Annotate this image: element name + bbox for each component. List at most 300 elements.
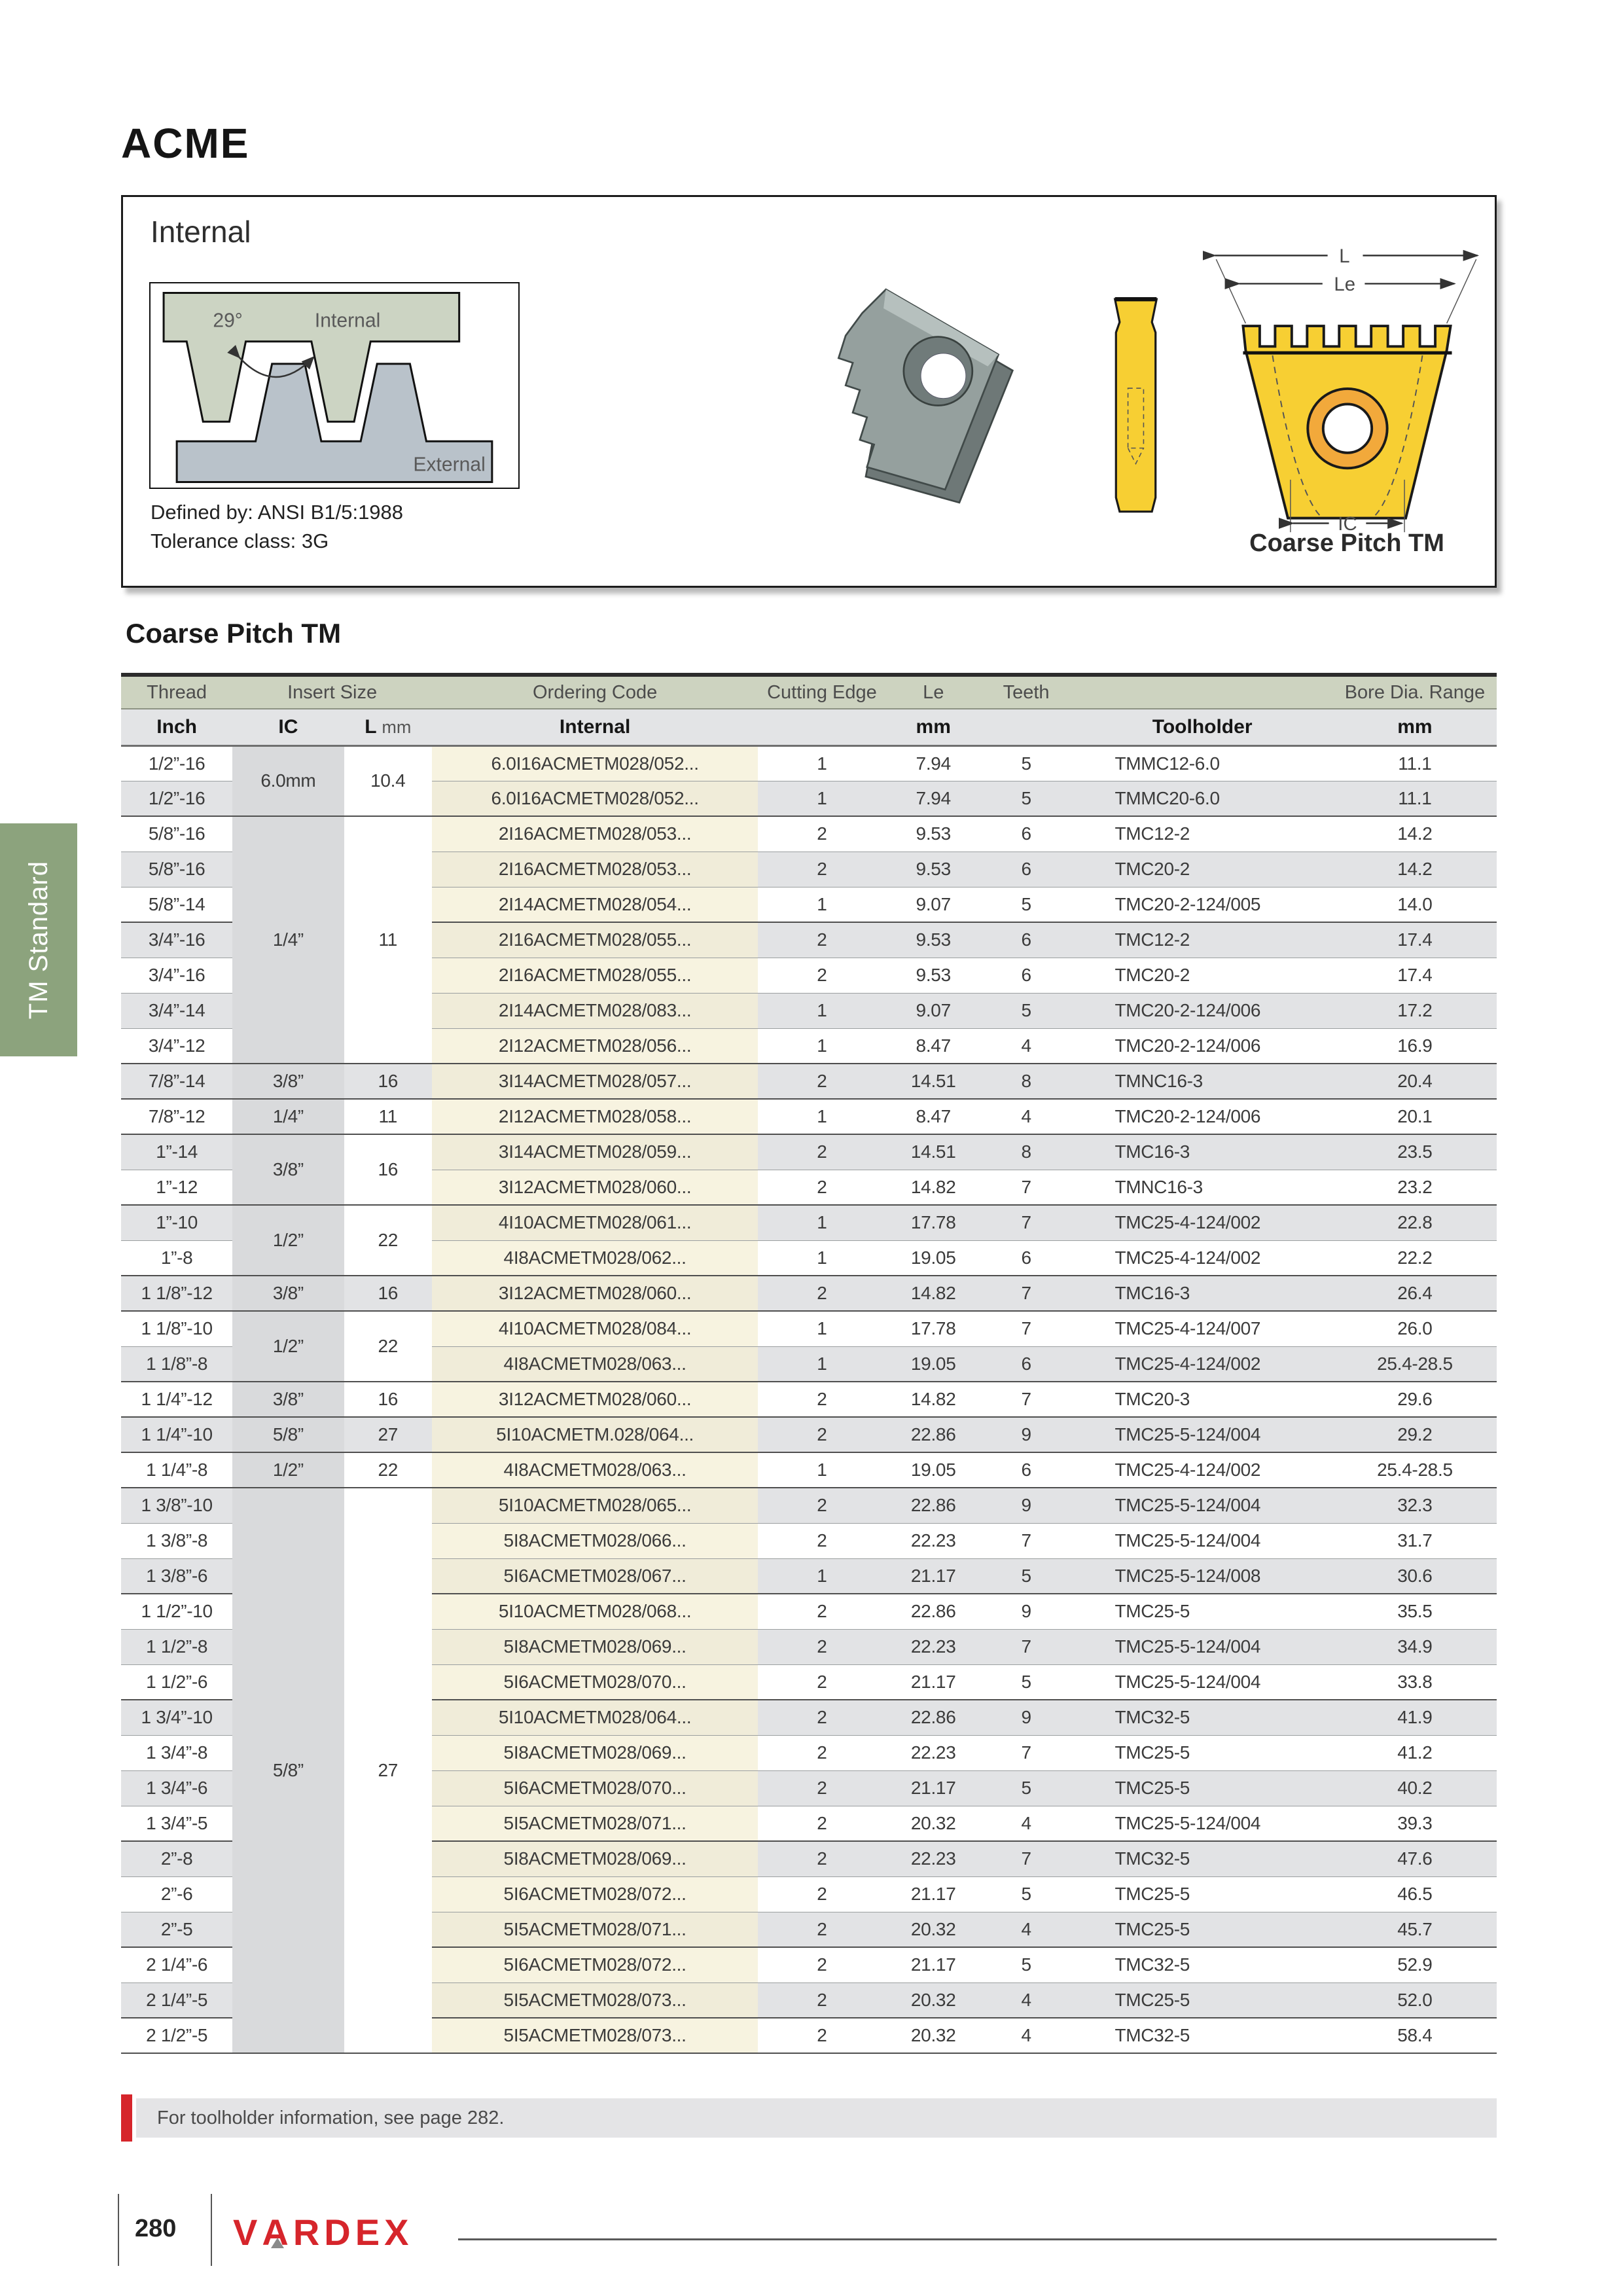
header-blank-3 bbox=[981, 709, 1072, 745]
teeth-cell: 7 bbox=[981, 1735, 1072, 1770]
teeth-cell: 5 bbox=[981, 781, 1072, 816]
cutting-edge-cell: 2 bbox=[758, 1806, 885, 1841]
thread-cell: 1 1/4”-8 bbox=[121, 1452, 232, 1488]
header-bore-range: Bore Dia. Range bbox=[1333, 675, 1497, 709]
ic-cell: 6.0mm bbox=[232, 745, 344, 816]
toolholder-cell: TMC20-2-124/006 bbox=[1071, 1028, 1332, 1064]
brand-logo-letter: V bbox=[233, 2212, 262, 2253]
dim-label-l: L bbox=[1339, 245, 1350, 268]
l-cell: 22 bbox=[344, 1452, 433, 1488]
cutting-edge-cell: 2 bbox=[758, 1629, 885, 1664]
ic-cell: 1/2” bbox=[232, 1205, 344, 1276]
ic-cell: 1/2” bbox=[232, 1311, 344, 1382]
le-cell: 22.23 bbox=[886, 1523, 981, 1558]
toolholder-cell: TMC20-2-124/006 bbox=[1071, 993, 1332, 1028]
bore-cell: 14.0 bbox=[1333, 887, 1497, 922]
teeth-cell: 6 bbox=[981, 1240, 1072, 1276]
thread-cell: 2 1/4”-5 bbox=[121, 1982, 232, 2018]
cutting-edge-cell: 2 bbox=[758, 816, 885, 852]
le-cell: 14.51 bbox=[886, 1064, 981, 1099]
thread-cell: 2”-5 bbox=[121, 1912, 232, 1947]
dim-label-le: Le bbox=[1334, 274, 1356, 296]
ordering-code-cell: 2I16ACMETM028/055... bbox=[432, 958, 758, 993]
toolholder-cell: TMC25-5-124/004 bbox=[1071, 1488, 1332, 1523]
table-row bbox=[121, 1205, 1497, 1240]
coarse-pitch-caption: Coarse Pitch TM bbox=[1249, 529, 1444, 557]
toolholder-cell: TMC20-3 bbox=[1071, 1382, 1332, 1417]
thread-cell: 3/4”-14 bbox=[121, 993, 232, 1028]
l-cell: 16 bbox=[344, 1382, 433, 1417]
le-cell: 20.32 bbox=[886, 1912, 981, 1947]
thread-cell: 1 3/8”-10 bbox=[121, 1488, 232, 1523]
brand-logo-letter: X bbox=[384, 2212, 414, 2253]
teeth-cell: 9 bbox=[981, 1594, 1072, 1629]
cutting-edge-cell: 1 bbox=[758, 887, 885, 922]
insert-side-body bbox=[1115, 299, 1157, 512]
cutting-edge-cell: 2 bbox=[758, 922, 885, 958]
thread-cell: 1”-8 bbox=[121, 1240, 232, 1276]
page-number: 280 bbox=[135, 2215, 177, 2242]
bore-cell: 11.1 bbox=[1333, 781, 1497, 816]
thread-profile-diagram bbox=[149, 282, 520, 489]
toolholder-cell: TMC25-4-124/002 bbox=[1071, 1452, 1332, 1488]
ordering-code-cell: 3I12ACMETM028/060... bbox=[432, 1382, 758, 1417]
thread-cell: 1”-14 bbox=[121, 1134, 232, 1170]
cutting-edge-cell: 2 bbox=[758, 1947, 885, 1982]
bore-cell: 52.9 bbox=[1333, 1947, 1497, 1982]
teeth-cell: 9 bbox=[981, 1417, 1072, 1452]
thread-cell: 1 3/8”-6 bbox=[121, 1558, 232, 1594]
bore-cell: 26.4 bbox=[1333, 1276, 1497, 1311]
bore-cell: 17.4 bbox=[1333, 958, 1497, 993]
le-cell: 21.17 bbox=[886, 1770, 981, 1806]
cutting-edge-cell: 2 bbox=[758, 1912, 885, 1947]
toolholder-cell: TMC12-2 bbox=[1071, 816, 1332, 852]
l-cell: 22 bbox=[344, 1205, 433, 1276]
thread-cell: 3/4”-12 bbox=[121, 1028, 232, 1064]
bore-cell: 14.2 bbox=[1333, 852, 1497, 887]
ic-cell: 5/8” bbox=[232, 1417, 344, 1452]
header-toolholder: Toolholder bbox=[1071, 709, 1332, 745]
teeth-cell: 4 bbox=[981, 1028, 1072, 1064]
cutting-edge-cell: 2 bbox=[758, 1876, 885, 1912]
teeth-cell: 5 bbox=[981, 1664, 1072, 1700]
teeth-cell: 9 bbox=[981, 1700, 1072, 1735]
bore-cell: 33.8 bbox=[1333, 1664, 1497, 1700]
l-cell: 27 bbox=[344, 1488, 433, 2053]
ordering-code-cell: 4I8ACMETM028/063... bbox=[432, 1452, 758, 1488]
toolholder-cell: TMC25-5-124/004 bbox=[1071, 1417, 1332, 1452]
insert-front-view bbox=[1203, 236, 1491, 537]
teeth-cell: 4 bbox=[981, 2018, 1072, 2053]
toolholder-cell: TMC25-5 bbox=[1071, 1594, 1332, 1629]
thread-cell: 1 3/4”-10 bbox=[121, 1700, 232, 1735]
bore-cell: 58.4 bbox=[1333, 2018, 1497, 2053]
thread-cell: 1”-12 bbox=[121, 1170, 232, 1205]
cutting-edge-cell: 1 bbox=[758, 1346, 885, 1382]
bore-cell: 35.5 bbox=[1333, 1594, 1497, 1629]
le-cell: 9.53 bbox=[886, 852, 981, 887]
le-cell: 14.82 bbox=[886, 1382, 981, 1417]
toolholder-note-bar bbox=[136, 2098, 1497, 2138]
cutting-edge-cell: 2 bbox=[758, 1700, 885, 1735]
thread-cell: 5/8”-16 bbox=[121, 852, 232, 887]
ordering-code-cell: 3I14ACMETM028/059... bbox=[432, 1134, 758, 1170]
brand-logo-text bbox=[233, 2211, 413, 2253]
header-ic: IC bbox=[232, 709, 344, 745]
bore-cell: 26.0 bbox=[1333, 1311, 1497, 1346]
le-cell: 22.23 bbox=[886, 1841, 981, 1876]
le-cell: 22.86 bbox=[886, 1488, 981, 1523]
ordering-code-cell: 5I8ACMETM028/066... bbox=[432, 1523, 758, 1558]
table-row bbox=[121, 816, 1497, 852]
toolholder-cell: TMC32-5 bbox=[1071, 1947, 1332, 1982]
cutting-edge-cell: 2 bbox=[758, 852, 885, 887]
thread-cell: 5/8”-16 bbox=[121, 816, 232, 852]
teeth-cell: 5 bbox=[981, 1558, 1072, 1594]
teeth-cell: 7 bbox=[981, 1311, 1072, 1346]
thread-cell: 5/8”-14 bbox=[121, 887, 232, 922]
ic-cell: 1/4” bbox=[232, 1099, 344, 1134]
cutting-edge-cell: 1 bbox=[758, 1205, 885, 1240]
teeth-cell: 5 bbox=[981, 1876, 1072, 1912]
toolholder-cell: TMC25-5 bbox=[1071, 1735, 1332, 1770]
toolholder-cell: TMMC12-6.0 bbox=[1071, 745, 1332, 781]
ordering-code-cell: 5I10ACMETM028/068... bbox=[432, 1594, 758, 1629]
header-thread: Thread bbox=[121, 675, 232, 709]
cutting-edge-cell: 2 bbox=[758, 1064, 885, 1099]
thread-cell: 1 1/8”-12 bbox=[121, 1276, 232, 1311]
cutting-edge-cell: 2 bbox=[758, 2018, 885, 2053]
le-cell: 9.07 bbox=[886, 887, 981, 922]
insert-side-view bbox=[1092, 292, 1180, 521]
bore-cell: 45.7 bbox=[1333, 1912, 1497, 1947]
thread-cell: 1 3/4”-8 bbox=[121, 1735, 232, 1770]
toolholder-cell: TMC25-5 bbox=[1071, 1770, 1332, 1806]
cutting-edge-cell: 2 bbox=[758, 1735, 885, 1770]
l-cell: 22 bbox=[344, 1311, 433, 1382]
header-bore-unit: mm bbox=[1333, 709, 1497, 745]
ordering-code-cell: 6.0I16ACMETM028/052... bbox=[432, 745, 758, 781]
thread-cell: 1 1/2”-10 bbox=[121, 1594, 232, 1629]
teeth-cell: 4 bbox=[981, 1912, 1072, 1947]
ordering-code-cell: 5I6ACMETM028/072... bbox=[432, 1947, 758, 1982]
toolholder-cell: TMC25-5-124/004 bbox=[1071, 1629, 1332, 1664]
table-row bbox=[121, 1452, 1497, 1488]
teeth-cell: 4 bbox=[981, 1806, 1072, 1841]
thread-cell: 1/2”-16 bbox=[121, 745, 232, 781]
teeth-cell: 7 bbox=[981, 1170, 1072, 1205]
bore-cell: 29.2 bbox=[1333, 1417, 1497, 1452]
thread-cell: 1 3/4”-5 bbox=[121, 1806, 232, 1841]
le-cell: 20.32 bbox=[886, 1806, 981, 1841]
teeth-cell: 5 bbox=[981, 745, 1072, 781]
cutting-edge-cell: 2 bbox=[758, 1982, 885, 2018]
le-cell: 21.17 bbox=[886, 1664, 981, 1700]
le-cell: 17.78 bbox=[886, 1311, 981, 1346]
teeth-cell: 7 bbox=[981, 1841, 1072, 1876]
toolholder-cell: TMC25-4-124/007 bbox=[1071, 1311, 1332, 1346]
teeth-cell: 6 bbox=[981, 958, 1072, 993]
toolholder-cell: TMC20-2-124/006 bbox=[1071, 1099, 1332, 1134]
le-cell: 8.47 bbox=[886, 1028, 981, 1064]
thread-cell: 1”-10 bbox=[121, 1205, 232, 1240]
header-ordering-code: Ordering Code bbox=[432, 675, 758, 709]
header-le: Le bbox=[886, 675, 981, 709]
ic-cell: 3/8” bbox=[232, 1276, 344, 1311]
header-le-unit: mm bbox=[886, 709, 981, 745]
teeth-cell: 4 bbox=[981, 1099, 1072, 1134]
teeth-cell: 8 bbox=[981, 1134, 1072, 1170]
bore-cell: 31.7 bbox=[1333, 1523, 1497, 1558]
le-cell: 9.53 bbox=[886, 922, 981, 958]
teeth-cell: 7 bbox=[981, 1382, 1072, 1417]
toolholder-cell: TMC32-5 bbox=[1071, 1700, 1332, 1735]
bore-cell: 20.1 bbox=[1333, 1099, 1497, 1134]
defined-by-text: Defined by: ANSI B1/5:1988 bbox=[151, 501, 404, 524]
ordering-code-cell: 4I10ACMETM028/084... bbox=[432, 1311, 758, 1346]
thread-cell: 3/4”-16 bbox=[121, 922, 232, 958]
header-row-2 bbox=[121, 709, 1497, 745]
toolholder-cell: TMC25-5 bbox=[1071, 1912, 1332, 1947]
cutting-edge-cell: 1 bbox=[758, 1240, 885, 1276]
le-cell: 20.32 bbox=[886, 1982, 981, 2018]
teeth-cell: 6 bbox=[981, 816, 1072, 852]
external-label: External bbox=[413, 454, 486, 476]
cutting-edge-cell: 1 bbox=[758, 1099, 885, 1134]
cutting-edge-cell: 2 bbox=[758, 1134, 885, 1170]
cutting-edge-cell: 2 bbox=[758, 1594, 885, 1629]
page-title: ACME bbox=[121, 120, 250, 167]
table-row bbox=[121, 1311, 1497, 1346]
thread-cell: 1 1/2”-8 bbox=[121, 1629, 232, 1664]
bore-cell: 47.6 bbox=[1333, 1841, 1497, 1876]
bore-cell: 46.5 bbox=[1333, 1876, 1497, 1912]
thread-cell: 3/4”-16 bbox=[121, 958, 232, 993]
toolholder-cell: TMC32-5 bbox=[1071, 1841, 1332, 1876]
le-cell: 21.17 bbox=[886, 1876, 981, 1912]
insert-table-body bbox=[121, 745, 1497, 2053]
teeth-cell: 6 bbox=[981, 1346, 1072, 1382]
ordering-code-cell: 5I10ACMETM028/065... bbox=[432, 1488, 758, 1523]
table-row bbox=[121, 1064, 1497, 1099]
teeth-cell: 6 bbox=[981, 922, 1072, 958]
thread-cell: 1 3/4”-6 bbox=[121, 1770, 232, 1806]
header-l: L bbox=[365, 715, 376, 738]
footer-rule-left bbox=[118, 2194, 119, 2266]
ordering-code-cell: 6.0I16ACMETM028/052... bbox=[432, 781, 758, 816]
thread-cell: 7/8”-12 bbox=[121, 1099, 232, 1134]
l-cell: 11 bbox=[344, 816, 433, 1064]
footer-rule-mid bbox=[211, 2194, 212, 2266]
ordering-code-cell: 3I12ACMETM028/060... bbox=[432, 1276, 758, 1311]
ic-cell: 1/4” bbox=[232, 816, 344, 1064]
teeth-cell: 5 bbox=[981, 1947, 1072, 1982]
toolholder-cell: TMNC16-3 bbox=[1071, 1170, 1332, 1205]
toolholder-cell: TMC25-5-124/004 bbox=[1071, 1806, 1332, 1841]
thread-cell: 2”-8 bbox=[121, 1841, 232, 1876]
thread-cell: 1 1/8”-8 bbox=[121, 1346, 232, 1382]
header-teeth: Teeth bbox=[981, 675, 1072, 709]
le-cell: 22.86 bbox=[886, 1417, 981, 1452]
thread-cell: 2 1/4”-6 bbox=[121, 1947, 232, 1982]
table-row bbox=[121, 1276, 1497, 1311]
le-cell: 22.86 bbox=[886, 1700, 981, 1735]
cutting-edge-cell: 1 bbox=[758, 1311, 885, 1346]
cutting-edge-cell: 1 bbox=[758, 993, 885, 1028]
le-cell: 14.82 bbox=[886, 1276, 981, 1311]
thread-cell: 2 1/2”-5 bbox=[121, 2018, 232, 2053]
cutting-edge-cell: 2 bbox=[758, 1664, 885, 1700]
brand-logo-letter: E bbox=[355, 2212, 385, 2253]
l-cell: 27 bbox=[344, 1417, 433, 1452]
cutting-edge-cell: 2 bbox=[758, 958, 885, 993]
le-cell: 9.53 bbox=[886, 958, 981, 993]
ordering-code-cell: 2I16ACMETM028/055... bbox=[432, 922, 758, 958]
thread-cell: 1 1/4”-10 bbox=[121, 1417, 232, 1452]
internal-info-box bbox=[121, 195, 1497, 588]
bore-cell: 40.2 bbox=[1333, 1770, 1497, 1806]
thread-cell: 1 1/8”-10 bbox=[121, 1311, 232, 1346]
tolerance-text: Tolerance class: 3G bbox=[151, 529, 329, 552]
ordering-code-cell: 2I14ACMETM028/083... bbox=[432, 993, 758, 1028]
bore-cell: 22.2 bbox=[1333, 1240, 1497, 1276]
l-cell: 16 bbox=[344, 1134, 433, 1205]
ordering-code-cell: 5I8ACMETM028/069... bbox=[432, 1629, 758, 1664]
cutting-edge-cell: 1 bbox=[758, 1028, 885, 1064]
cutting-edge-cell: 2 bbox=[758, 1276, 885, 1311]
ordering-code-cell: 2I16ACMETM028/053... bbox=[432, 852, 758, 887]
l-cell: 11 bbox=[344, 1099, 433, 1134]
ordering-code-cell: 5I8ACMETM028/069... bbox=[432, 1735, 758, 1770]
bore-cell: 25.4-28.5 bbox=[1333, 1452, 1497, 1488]
bore-cell: 17.4 bbox=[1333, 922, 1497, 958]
bore-cell: 32.3 bbox=[1333, 1488, 1497, 1523]
cutting-edge-cell: 1 bbox=[758, 781, 885, 816]
teeth-cell: 8 bbox=[981, 1064, 1072, 1099]
teeth-cell: 6 bbox=[981, 1452, 1072, 1488]
header-row-1 bbox=[121, 675, 1497, 709]
ordering-code-cell: 4I8ACMETM028/063... bbox=[432, 1346, 758, 1382]
toolholder-cell: TMNC16-3 bbox=[1071, 1064, 1332, 1099]
ordering-code-cell: 4I8ACMETM028/062... bbox=[432, 1240, 758, 1276]
dim-label-ic: IC bbox=[1338, 513, 1357, 535]
toolholder-cell: TMC25-5 bbox=[1071, 1982, 1332, 2018]
internal-heading: Internal bbox=[151, 215, 251, 249]
brand-logo-letter: R bbox=[293, 2212, 325, 2253]
bore-cell: 39.3 bbox=[1333, 1806, 1497, 1841]
ordering-code-cell: 5I6ACMETM028/072... bbox=[432, 1876, 758, 1912]
ordering-code-cell: 5I10ACMETM028/064... bbox=[432, 1700, 758, 1735]
toolholder-cell: TMC16-3 bbox=[1071, 1276, 1332, 1311]
le-cell: 20.32 bbox=[886, 2018, 981, 2053]
bore-cell: 30.6 bbox=[1333, 1558, 1497, 1594]
header-blank-1 bbox=[1071, 675, 1332, 709]
bore-cell: 14.2 bbox=[1333, 816, 1497, 852]
sidebar-tab-label: TM Standard bbox=[24, 860, 53, 1020]
le-cell: 17.78 bbox=[886, 1205, 981, 1240]
table-row bbox=[121, 1099, 1497, 1134]
ic-cell: 3/8” bbox=[232, 1134, 344, 1205]
le-cell: 19.05 bbox=[886, 1452, 981, 1488]
table-row bbox=[121, 745, 1497, 781]
le-cell: 7.94 bbox=[886, 745, 981, 781]
ordering-code-cell: 5I10ACMETM.028/064... bbox=[432, 1417, 758, 1452]
ordering-code-cell: 5I8ACMETM028/069... bbox=[432, 1841, 758, 1876]
ordering-code-cell: 5I5ACMETM028/071... bbox=[432, 1806, 758, 1841]
thread-cell: 1/2”-16 bbox=[121, 781, 232, 816]
header-insert-size: Insert Size bbox=[232, 675, 432, 709]
toolholder-cell: TMC25-4-124/002 bbox=[1071, 1240, 1332, 1276]
ordering-code-cell: 4I10ACMETM028/061... bbox=[432, 1205, 758, 1240]
note-accent-bar bbox=[121, 2094, 132, 2142]
le-cell: 9.53 bbox=[886, 816, 981, 852]
cutting-edge-cell: 2 bbox=[758, 1841, 885, 1876]
teeth-cell: 7 bbox=[981, 1276, 1072, 1311]
thread-profile-svg bbox=[151, 283, 518, 488]
teeth-cell: 9 bbox=[981, 1488, 1072, 1523]
ordering-code-cell: 2I12ACMETM028/058... bbox=[432, 1099, 758, 1134]
ic-cell: 3/8” bbox=[232, 1382, 344, 1417]
internal-label: Internal bbox=[314, 310, 381, 332]
teeth-cell: 7 bbox=[981, 1205, 1072, 1240]
table-row bbox=[121, 1134, 1497, 1170]
header-l-mm bbox=[344, 709, 433, 745]
bore-cell: 25.4-28.5 bbox=[1333, 1346, 1497, 1382]
bore-cell: 22.8 bbox=[1333, 1205, 1497, 1240]
brand-logo-letter: A bbox=[262, 2212, 293, 2253]
toolholder-cell: TMC20-2 bbox=[1071, 958, 1332, 993]
bore-cell: 41.9 bbox=[1333, 1700, 1497, 1735]
ic-cell: 1/2” bbox=[232, 1452, 344, 1488]
ordering-code-cell: 5I6ACMETM028/067... bbox=[432, 1558, 758, 1594]
le-cell: 22.86 bbox=[886, 1594, 981, 1629]
table-row bbox=[121, 1417, 1497, 1452]
le-cell: 14.82 bbox=[886, 1170, 981, 1205]
ordering-code-cell: 5I5ACMETM028/071... bbox=[432, 1912, 758, 1947]
toolholder-cell: TMC12-2 bbox=[1071, 922, 1332, 958]
le-cell: 19.05 bbox=[886, 1240, 981, 1276]
thread-cell: 2”-6 bbox=[121, 1876, 232, 1912]
toolholder-cell: TMC25-5-124/004 bbox=[1071, 1664, 1332, 1700]
ordering-code-cell: 5I5ACMETM028/073... bbox=[432, 1982, 758, 2018]
ordering-code-cell: 2I14ACMETM028/054... bbox=[432, 887, 758, 922]
ordering-code-cell: 2I16ACMETM028/053... bbox=[432, 816, 758, 852]
le-cell: 14.51 bbox=[886, 1134, 981, 1170]
teeth-cell: 6 bbox=[981, 852, 1072, 887]
cutting-edge-cell: 2 bbox=[758, 1488, 885, 1523]
le-cell: 7.94 bbox=[886, 781, 981, 816]
toolholder-cell: TMC25-5-124/004 bbox=[1071, 1523, 1332, 1558]
bore-cell: 52.0 bbox=[1333, 1982, 1497, 2018]
ordering-code-cell: 3I14ACMETM028/057... bbox=[432, 1064, 758, 1099]
cutting-edge-cell: 1 bbox=[758, 745, 885, 781]
toolholder-cell: TMC20-2 bbox=[1071, 852, 1332, 887]
ordering-code-cell: 2I12ACMETM028/056... bbox=[432, 1028, 758, 1064]
le-cell: 22.23 bbox=[886, 1629, 981, 1664]
bore-cell: 41.2 bbox=[1333, 1735, 1497, 1770]
header-blank-2 bbox=[758, 709, 885, 745]
teeth-cell: 5 bbox=[981, 1770, 1072, 1806]
insert-3d-image bbox=[797, 269, 1046, 511]
bore-cell: 23.2 bbox=[1333, 1170, 1497, 1205]
cutting-edge-cell: 1 bbox=[758, 1558, 885, 1594]
ic-cell: 3/8” bbox=[232, 1064, 344, 1099]
l-cell: 16 bbox=[344, 1276, 433, 1311]
footer-horizontal-rule bbox=[458, 2238, 1497, 2240]
brand-logo-letter: D bbox=[324, 2212, 355, 2253]
le-cell: 21.17 bbox=[886, 1947, 981, 1982]
